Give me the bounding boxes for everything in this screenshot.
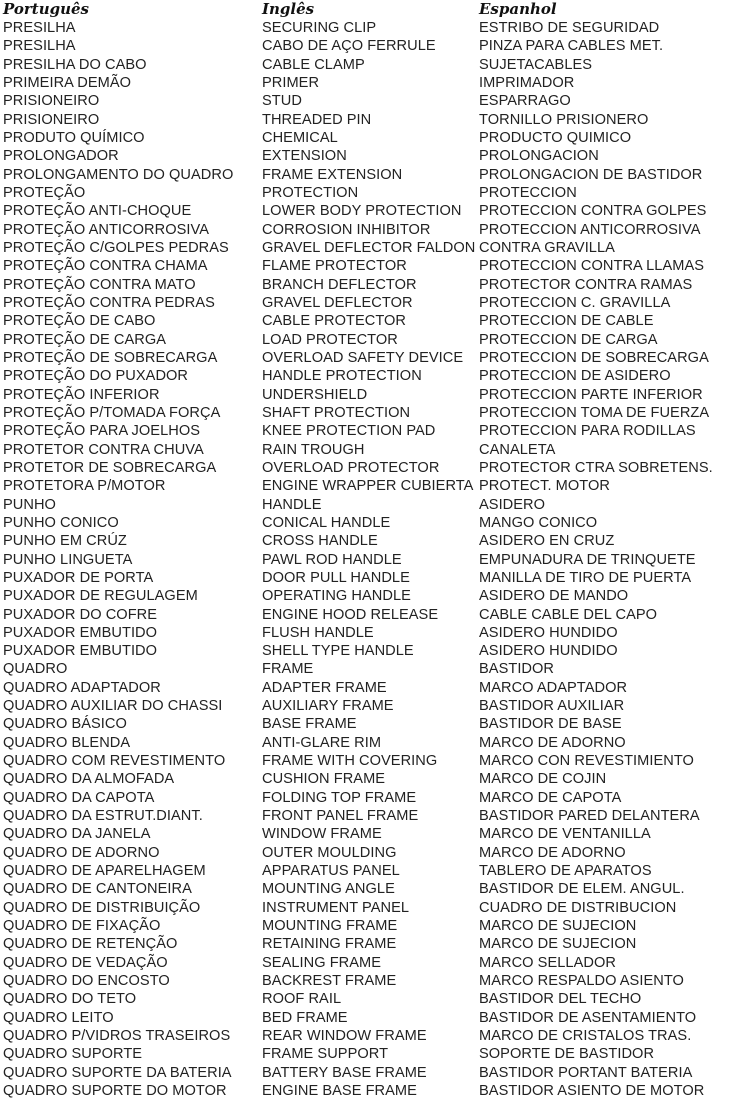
term-spanish: PROTECCION TOMA DE FUERZA [479,404,710,421]
term-english: BATTERY BASE FRAME [262,1064,427,1081]
term-portuguese: PROTEÇÃO ANTI-CHOQUE [3,203,192,220]
table-row [0,294,737,312]
table-row [0,624,737,642]
term-portuguese: QUADRO DA JANELA [3,826,151,843]
table-row [0,1009,737,1027]
term-english: OVERLOAD PROTECTOR [262,459,440,476]
term-english: LOWER BODY PROTECTION [262,203,462,220]
term-english: SECURING CLIP [262,20,377,36]
term-english: FRONT PANEL FRAME [262,808,419,825]
term-portuguese: QUADRO SUPORTE [3,1046,143,1063]
term-english: CORROSION INHIBITOR [262,221,431,238]
term-portuguese: QUADRO BÁSICO [3,716,127,733]
table-row [0,459,737,477]
table-row [0,1082,737,1100]
term-spanish: BASTIDOR AUXILIAR [479,698,625,715]
term-english: HANDLE [262,496,322,513]
table-row [0,276,737,294]
term-portuguese: PROTEÇÃO PARA JOELHOS [3,423,201,440]
term-spanish: PINZA PARA CABLES MET. [479,38,664,55]
term-portuguese: QUADRO [3,661,68,678]
table-row [0,532,737,550]
term-english: BASE FRAME [262,716,357,733]
table-row [0,422,737,440]
table-row [0,844,737,862]
term-english: KNEE PROTECTION PAD [262,423,436,440]
term-spanish: MARCO DE COJIN [479,771,607,788]
term-english: CABLE CLAMP [262,56,365,73]
table-row [0,331,737,349]
table-row [0,899,737,917]
term-spanish: IMPRIMADOR [479,74,575,91]
term-portuguese: PUNHO [3,496,56,513]
table-row [0,1045,737,1063]
table-row [0,917,737,935]
term-spanish: PROTECCION DE SOBRECARGA [479,349,709,366]
term-portuguese: PRESILHA [3,20,76,36]
column-header-english: Inglês [262,0,315,18]
term-spanish: ASIDERO EN CRUZ [479,533,615,550]
term-portuguese: PRESILHA DO CABO [3,56,147,73]
term-spanish: CONTRA GRAVILLA [479,239,615,256]
term-english: APPARATUS PANEL [262,863,400,880]
term-english: GRAVEL DEFLECTOR FALDON [262,239,476,256]
term-english: OVERLOAD SAFETY DEVICE [262,349,464,366]
term-english: CHEMICAL [262,129,338,146]
table-row [0,202,737,220]
table-row [0,56,737,74]
term-english: THREADED PIN [262,111,372,128]
term-spanish: ASIDERO [479,496,546,513]
term-spanish: PROTECCION [479,184,577,201]
table-row [0,312,737,330]
table-row [0,606,737,624]
term-english: RAIN TROUGH [262,441,365,458]
term-portuguese: PROTEÇÃO INFERIOR [3,386,160,403]
term-portuguese: PROTEÇÃO CONTRA MATO [3,276,196,293]
term-portuguese: PRESILHA [3,38,76,55]
term-spanish: MARCO SELLADOR [479,954,616,971]
term-spanish: PROTECTOR CTRA SOBRETENS. [479,459,713,476]
table-row [0,257,737,275]
term-english: REAR WINDOW FRAME [262,1028,427,1045]
term-spanish: ESTRIBO DE SEGURIDAD [479,20,660,36]
term-spanish: PROTECCION ANTICORROSIVA [479,221,701,238]
term-spanish: MARCO CON REVESTIMIENTO [479,753,694,770]
term-english: GRAVEL DEFLECTOR [262,294,413,311]
column-header-portuguese: Português [3,0,90,18]
table-row [0,551,737,569]
term-portuguese: PROTEÇÃO CONTRA PEDRAS [3,294,215,311]
table-row [0,770,737,788]
term-portuguese: PUXADOR DE PORTA [3,569,154,586]
term-spanish: ESPARRAGO [479,93,571,110]
term-spanish: MARCO DE VENTANILLA [479,826,651,843]
term-english: MOUNTING ANGLE [262,881,395,898]
table-row [0,752,737,770]
term-portuguese: PROLONGAMENTO DO QUADRO [3,166,234,183]
term-portuguese: PROTEÇÃO C/GOLPES PEDRAS [3,239,229,256]
term-portuguese: QUADRO SUPORTE DO MOTOR [3,1083,227,1100]
table-row [0,441,737,459]
term-portuguese: PROTETORA P/MOTOR [3,478,166,495]
term-english: ADAPTER FRAME [262,679,387,696]
table-row [0,825,737,843]
table-row [0,404,737,422]
term-english: CROSS HANDLE [262,533,378,550]
term-spanish: TORNILLO PRISIONERO [479,111,649,128]
table-row [0,166,737,184]
table-row [0,789,737,807]
term-spanish: SOPORTE DE BASTIDOR [479,1046,655,1063]
term-spanish: BASTIDOR ASIENTO DE MOTOR [479,1083,705,1100]
table-row [0,129,737,147]
term-spanish: PRODUCTO QUIMICO [479,129,632,146]
table-row [0,239,737,257]
term-english: ROOF RAIL [262,991,342,1008]
term-english: CABO DE AÇO FERRULE [262,38,436,55]
term-portuguese: QUADRO DE DISTRIBUIÇÃO [3,899,201,916]
term-spanish: ASIDERO HUNDIDO [479,624,618,641]
term-english: MOUNTING FRAME [262,918,398,935]
table-row [0,880,737,898]
term-portuguese: QUADRO DO TETO [3,991,137,1008]
term-spanish: SUJETACABLES [479,56,593,73]
term-portuguese: QUADRO DE APARELHAGEM [3,863,206,880]
term-spanish: ASIDERO HUNDIDO [479,643,618,660]
term-portuguese: PROTEÇÃO P/TOMADA FORÇA [3,404,221,421]
term-english: FRAME [262,661,314,678]
table-row [0,935,737,953]
term-spanish: TABLERO DE APARATOS [479,863,652,880]
term-portuguese: QUADRO LEITO [3,1009,114,1026]
term-english: SEALING FRAME [262,954,382,971]
term-spanish: PROTECCION DE CARGA [479,331,658,348]
term-spanish: MARCO DE CRISTALOS TRAS. [479,1028,692,1045]
term-spanish: MARCO DE SUJECION [479,936,637,953]
table-row [0,111,737,129]
term-english: FRAME SUPPORT [262,1046,389,1063]
term-portuguese: QUADRO DO ENCOSTO [3,973,170,990]
term-english: PAWL ROD HANDLE [262,551,402,568]
term-portuguese: PROTETOR CONTRA CHUVA [3,441,204,458]
table-row [0,862,737,880]
term-portuguese: PRISIONEIRO [3,111,100,128]
term-portuguese: PROTEÇÃO DE SOBRECARGA [3,349,218,366]
term-portuguese: PUNHO LINGUETA [3,551,133,568]
term-spanish: ASIDERO DE MANDO [479,588,629,605]
term-spanish: BASTIDOR PARED DELANTERA [479,808,700,825]
term-portuguese: PUXADOR DE REGULAGEM [3,588,198,605]
term-portuguese: QUADRO DA ESTRUT.DIANT. [3,808,203,825]
term-spanish: EMPUNADURA DE TRINQUETE [479,551,696,568]
table-row [0,990,737,1008]
term-english: ENGINE BASE FRAME [262,1083,417,1100]
term-english: SHAFT PROTECTION [262,404,411,421]
term-english: DOOR PULL HANDLE [262,569,410,586]
term-spanish: BASTIDOR DE ASENTAMIENTO [479,1009,697,1026]
table-row [0,514,737,532]
term-spanish: MARCO DE CAPOTA [479,789,622,806]
term-portuguese: QUADRO BLENDA [3,734,131,751]
term-spanish: MARCO DE SUJECION [479,918,637,935]
term-portuguese: QUADRO ADAPTADOR [3,679,161,696]
term-portuguese: PROTETOR DE SOBRECARGA [3,459,217,476]
table-row [0,715,737,733]
term-english: PRIMER [262,74,320,91]
table-row [0,184,737,202]
term-english: EXTENSION [262,148,347,165]
term-portuguese: PROTEÇÃO ANTICORROSIVA [3,221,209,238]
term-spanish: PROTECCION CONTRA GOLPES [479,203,707,220]
term-english: WINDOW FRAME [262,826,382,843]
term-spanish: MARCO RESPALDO ASIENTO [479,973,684,990]
table-row [0,1027,737,1045]
table-row [0,367,737,385]
term-spanish: MANGO CONICO [479,514,598,531]
term-portuguese: QUADRO DE RETENÇÃO [3,936,178,953]
table-row [0,954,737,972]
term-spanish: MARCO ADAPTADOR [479,679,628,696]
term-portuguese: PUXADOR EMBUTIDO [3,643,158,660]
term-portuguese: QUADRO SUPORTE DA BATERIA [3,1064,232,1081]
term-english: ENGINE HOOD RELEASE [262,606,439,623]
term-english: UNDERSHIELD [262,386,368,403]
term-english: HANDLE PROTECTION [262,368,422,385]
term-spanish: CANALETA [479,441,556,458]
table-row [0,587,737,605]
term-portuguese: QUADRO DA ALMOFADA [3,771,175,788]
term-english: LOAD PROTECTOR [262,331,398,348]
table-row [0,679,737,697]
term-spanish: MARCO DE ADORNO [479,734,626,751]
term-spanish: BASTIDOR DE ELEM. ANGUL. [479,881,685,898]
term-english: ANTI-GLARE RIM [262,734,382,751]
term-portuguese: PUXADOR EMBUTIDO [3,624,158,641]
term-spanish: PROLONGACION [479,148,599,165]
term-portuguese: PUNHO CONICO [3,514,119,531]
term-spanish: CUADRO DE DISTRIBUCION [479,899,677,916]
term-portuguese: QUADRO DE FIXAÇÃO [3,918,161,935]
term-spanish: MARCO DE ADORNO [479,844,626,861]
term-english: FRAME EXTENSION [262,166,403,183]
term-english: CUSHION FRAME [262,771,386,788]
term-spanish: PROTECCION PARTE INFERIOR [479,386,703,403]
term-portuguese: PROTEÇÃO [3,184,86,201]
table-row [0,972,737,990]
term-portuguese: QUADRO DE VEDAÇÃO [3,954,168,971]
term-portuguese: PROTEÇÃO DE CABO [3,313,156,330]
table-row [0,19,737,37]
glossary-table-body [0,19,737,1100]
term-english: FOLDING TOP FRAME [262,789,417,806]
column-header-spanish: Espanhol [479,0,557,18]
term-portuguese: PROTEÇÃO DE CARGA [3,331,167,348]
term-portuguese: PRODUTO QUÍMICO [3,129,145,146]
term-spanish: PROTECCION PARA RODILLAS [479,423,696,440]
term-english: CABLE PROTECTOR [262,313,407,330]
table-row [0,386,737,404]
term-portuguese: QUADRO AUXILIAR DO CHASSI [3,698,223,715]
term-spanish: CABLE CABLE DEL CAPO [479,606,658,623]
term-portuguese: PRIMEIRA DEMÃO [3,74,132,91]
term-english: STUD [262,93,302,110]
term-english: FLUSH HANDLE [262,624,374,641]
table-row [0,697,737,715]
term-english: FRAME WITH COVERING [262,753,438,770]
term-spanish: PROTECCION DE CABLE [479,313,654,330]
table-row [0,569,737,587]
term-spanish: PROTECTOR CONTRA RAMAS [479,276,693,293]
term-spanish: BASTIDOR DEL TECHO [479,991,642,1008]
table-row [0,349,737,367]
term-portuguese: PUXADOR DO COFRE [3,606,158,623]
term-english: BRANCH DEFLECTOR [262,276,417,293]
table-row [0,734,737,752]
column-header-row [0,0,737,19]
term-portuguese: QUADRO COM REVESTIMENTO [3,753,226,770]
term-english: INSTRUMENT PANEL [262,899,410,916]
term-english: AUXILIARY FRAME [262,698,394,715]
term-portuguese: QUADRO P/VIDROS TRASEIROS [3,1028,231,1045]
term-english: CONICAL HANDLE [262,514,391,531]
term-english: ENGINE WRAPPER CUBIERTA [262,478,474,495]
table-row [0,496,737,514]
table-row [0,1064,737,1082]
term-portuguese: PROLONGADOR [3,148,119,165]
term-spanish: PROTECCION C. GRAVILLA [479,294,671,311]
term-portuguese: QUADRO DE ADORNO [3,844,160,861]
term-portuguese: PRISIONEIRO [3,93,100,110]
term-english: PROTECTION [262,184,359,201]
term-spanish: BASTIDOR [479,661,555,678]
term-english: OUTER MOULDING [262,844,397,861]
term-spanish: MANILLA DE TIRO DE PUERTA [479,569,692,586]
term-spanish: PROTECCION CONTRA LLAMAS [479,258,705,275]
term-spanish: BASTIDOR DE BASE [479,716,622,733]
table-row [0,37,737,55]
term-english: SHELL TYPE HANDLE [262,643,414,660]
term-portuguese: QUADRO DE CANTONEIRA [3,881,192,898]
term-spanish: PROTECCION DE ASIDERO [479,368,671,385]
term-portuguese: PROTEÇÃO DO PUXADOR [3,368,189,385]
table-row [0,221,737,239]
term-spanish: PROLONGACION DE BASTIDOR [479,166,703,183]
term-english: BED FRAME [262,1009,348,1026]
table-row [0,477,737,495]
table-row [0,147,737,165]
term-portuguese: PUNHO EM CRÚZ [3,533,127,550]
table-row [0,74,737,92]
term-english: FLAME PROTECTOR [262,258,407,275]
term-english: RETAINING FRAME [262,936,397,953]
term-portuguese: QUADRO DA CAPOTA [3,789,155,806]
term-english: BACKREST FRAME [262,973,397,990]
term-spanish: BASTIDOR PORTANT BATERIA [479,1064,693,1081]
table-row [0,92,737,110]
term-portuguese: PROTEÇÃO CONTRA CHAMA [3,258,208,275]
term-spanish: PROTECT. MOTOR [479,478,610,495]
table-row [0,660,737,678]
term-english: OPERATING HANDLE [262,588,411,605]
table-row [0,807,737,825]
table-row [0,642,737,660]
